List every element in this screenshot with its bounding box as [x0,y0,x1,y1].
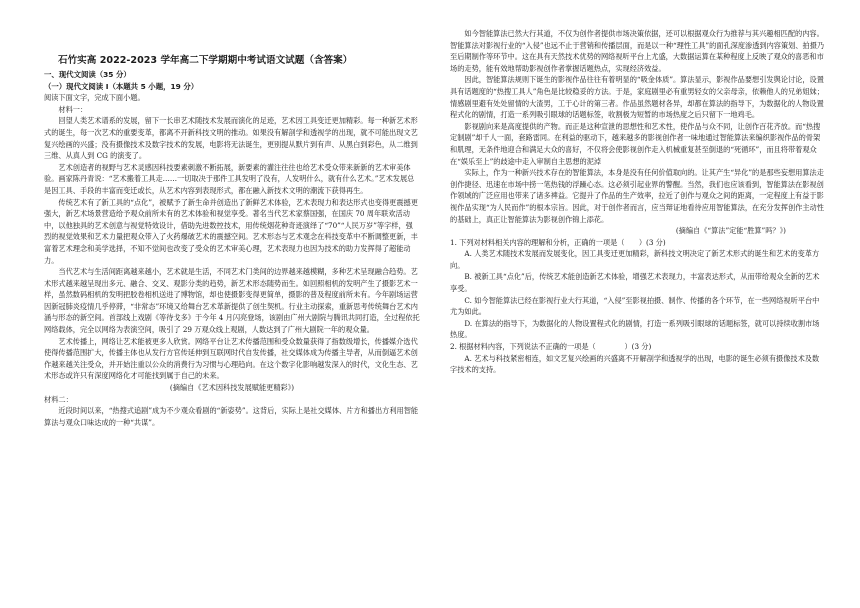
right-column [450,28,826,376]
option-d: D. 在算法的指导下，为数据化的人物设置程式化的剧情，打造一系列吸引眼球的话题标签，就可以持续收割市场热度。 [450,318,820,340]
option-b: B. 被新工具“点化”后，传统艺术能创造新艺术体验，增强艺术表现力，丰富表达形式，从而带给观众全新的艺术享受。 [450,272,820,294]
material-label: 材料二： [44,394,73,404]
paragraph: 艺术创造者的视野与艺术灵感因科技要素刺激不断拓展，新要素的灌注往往也给艺术受众带来新新的艺术审美体验。画家陈丹青说：“艺术搬着工具走……一切取决于那件工具发明了没有，人发明什么，就有什么艺术。”艺术发展总是因工具、手段的丰富而变迁或长，从艺术内容到表现形式，都在融入新技术文明的潮流下获得再生。 [44,162,415,195]
option-a: A. 人类艺术随技术发展而发展变化，因工具变迁更加精彩，新科技文明决定了新艺术形式的诞生和艺术的变革方向。 [450,249,820,270]
question-1: 1. 下列对材料相关内容的理解和分析，正确的一项是（ ）(3 分) [450,237,666,247]
paragraph: 当代艺术与生活间距离越来越小，艺术就是生活，不同艺术门类间的边界越来越模糊，多种艺术呈现融合趋势。艺术形式越来越呈现出多元、融合、交叉、观影分类的趋势，新艺术形态随势而生。如回照相机的发明产生了摄影艺术一样，虽然数码相机的发明把胶卷相机送进了博物馆，却也使摄影变得更简单，摄影的普及程度前所未有。今年剧场运营因新冠肺炎疫情几乎停滞，“非常态”环境又给舞台艺术革新提供了创生契机。行业主动探索，重新思考传统舞台艺术内涵与形态的新空间。首部线上戏剧《等待戈多》于今年 4 月闪亮登场，该剧由广州大剧院与腾讯共同打造，全过程依托网络载体，完全以网络为表演空间，吸引了 29 万观众线上观剧，人数达到了广州大剧院一年的观众量。 [44,267,420,335]
paragraph: 实际上，作为一种新兴技术存在的智能算法，本身是没有任何价值取向的。让其产生“异化”的是那些妄想用算法走创作捷径、迅速在市场中捞一笔热钱的浮躁心态。这必须引起业界的警醒。当然，我们也应该看到，智能算法在影视创作领域的广泛应用也带来了诸多裨益。它提升了作品的生产效率，拉近了创作与观众之间的距离，一定程度上有益于影视作品实现“为人民而作”的根本宗旨。因此，对于创作者而言，应当辩证地看待应用智能算法，在充分发挥创作主动性的基础上，真正让智能算法为影视创作锦上添花。 [450,168,824,224]
question-2: 2. 根据材料内容，下列说法不正确的一项是（ ）(3 分) [450,342,652,352]
left-column [44,54,420,428]
source-citation: (摘编自《“算法”定能“胜算”吗？》) [675,226,786,236]
section-heading: 一、现代文阅读（35 分） [44,70,131,79]
document-title: 石竹实高 2022-2023 学年高二下学期期中考试语文试题（含答案） [58,55,353,66]
paragraph: 如今智能算法已然大行其道，不仅为创作者提供市场决策依据，还可以根据观众行为推荐与其兴趣相匹配的内容。智能算法对影视行业的“入侵”也远不止于营销和传播层面，而是以一种“理性工具”的面孔深度渗透到内容策划、拍摄乃至后期制作等环节中。这在具有天然技术优势的网络视听平台上尤盛，大数据运算在某种程度上反映了观众的喜恶和市场的走势，能有效地帮助影视创作者掌握话题热点，实现经济效益。 [450,29,825,73]
paragraph: 因此，智能算法规则下诞生的影视作品往往有着明显的“吸金体质”。算法显示，影视作品要想引发舆论讨论，设置具有话题度的“热搜工具人”角色是比较稳妥的方法。于是，家庭剧里必有重男轻女的父亲母亲，依赖他人的兄弟姐妹；情感剧里避有处处留情的大渣男，工于心计的第三者。作品虽然题材各异，却都在算法的指导下，为数据化的人物设置程式化的剧情，打造一系列吸引眼球的话题标签，收割极为短暂的市场热度之后只留下一地鸡毛。 [450,75,824,120]
paragraph: 影视剧向来是高度提供的产物。而正是这种宣泄的思想性和艺术性，使作品与众不同，让创作百花齐放。而“热搜定制剧”却千人一面，套路雷同。在利益的驱动下，越来越多的影视创作者一味地通过智能算法来编织影视作品的骨架和肌理，无条件地迎合和满足大众的喜好，不仅将会使影视创作走入机械重复甚至倒退的“死循环”，而且将带着观众在“娱乐至上”的歧途中走入审制自主思想的泥淖 [450,121,821,166]
paragraph: 近段时间以来，“热搜式追剧”成为不少观众看剧的“新姿势”。这背后，实际上是社交媒体、片方和播出方利用智能算法与观众口味达成的一种“共谋”。 [44,406,419,427]
source-citation: (摘编自《艺术因科技发展赋能更精彩》) [169,383,295,393]
option-a: A. 艺术与科技紧密相连，如文艺复兴绘画的兴盛离不开解剖学和透视学的出现，电影的诞生必须有摄像技术及数字技术的支持。 [450,353,820,375]
paragraph: 艺术传播上，网络让艺术能被更多人欣赏。网络平台让艺术传播范围和受众数量获得了指数级增长，传播媒介选代使得传播范围扩大，传播主体也从发行方官传延伸到互联网时代自发传播，社交媒体成为传播主导者，从而倒逼艺术创作越来越关注受众，并开始注重以公众的消费行为习惯与心理趋向。在这个数字化影响越发深入的时代，文化生态、艺术形态或许只有深度网络化才可能找到属于自己的未来。 [44,336,418,381]
subsection-heading: （一）现代文阅读 I（本题共 5 小题，19 分） [44,81,199,91]
option-c: C. 如今智能算法已经在影视行业大行其道，“入侵”至影视拍摄、制作、传播的各个环节，在一些网络视听平台中尤为如此。 [450,295,820,317]
paragraph: 传统艺术有了新工具的“点化”，被赋予了新生命并创造出了新鲜艺术体验，艺术表现力和表达形式也变得更震撼更强大，新艺术场景营造给予观众前所未有的艺术体验和视觉享受。著名当代艺术家蔡国强，在国庆 70 周年联欢活动中，以他独具的艺术创意与视觉特效设计，借助先进数控技术，用传统烟花种奇迹演绎了“70”“人民万岁”等字样，强烈的视觉效果和艺术力量把观众带入了火药爆破艺术的震撼空间。艺术形态与艺术观念在科技变革中不断调整更新，丰富着艺术理念和美学选择，不知不觉间也改变了受众的艺术审美心理，艺术表现力也因为技术的助力发挥得了超能动力。 [44,197,418,265]
material-label: 材料一： [58,104,88,114]
instruction: 阅读下面文字，完成下面小题。 [44,93,145,103]
paragraph: 回望人类艺术谱系的发展，留下一长串艺术随技术发展而演化的足迹，艺术因工具变迁更加精彩。每一种新艺术形式的诞生，每一次艺术的重要变革，都离不开新科技文明的推动。如果没有解剖学和透视学的出现，就不可能出现文艺复兴绘画的兴盛；没有摄像技术及数字技术的发展，电影将无法诞生，更别提从默片到有声、从黑白到彩色，从二维到三维、从真人到 CG 的演变了。 [44,116,418,161]
